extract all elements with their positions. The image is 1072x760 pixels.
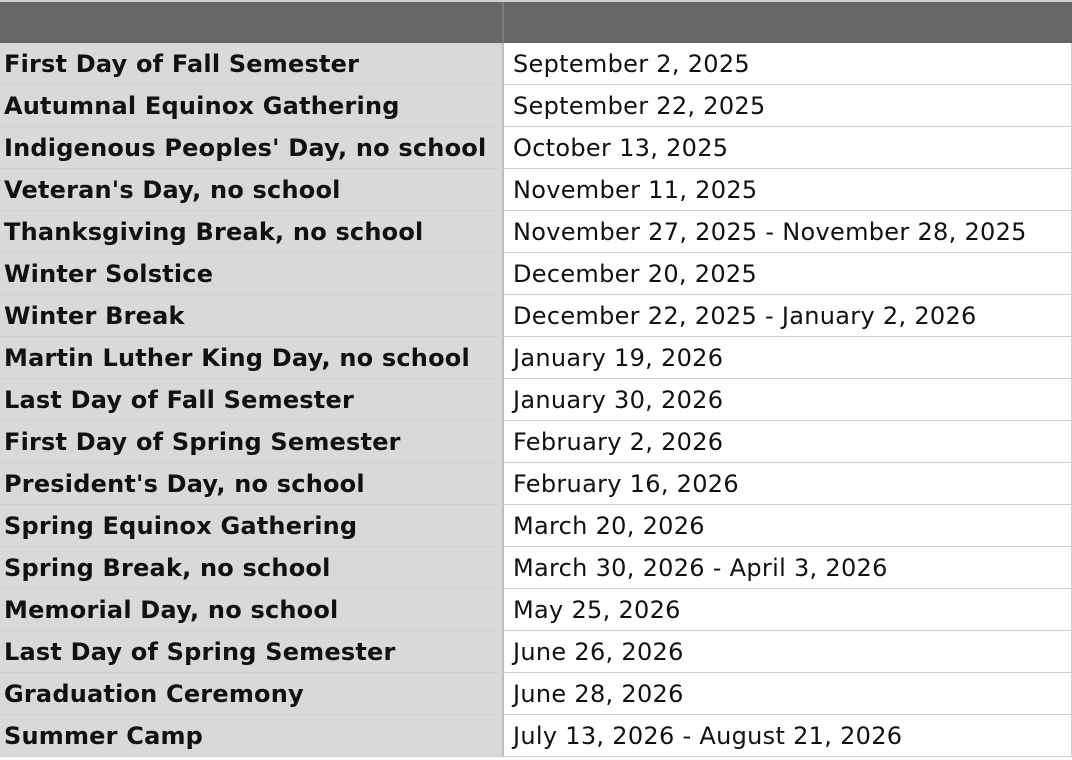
event-cell[interactable]: Veteran's Day, no school (0, 169, 504, 211)
table-body (0, 43, 1072, 757)
date-cell[interactable]: September 22, 2025 (504, 85, 1072, 127)
event-cell[interactable]: Last Day of Fall Semester (0, 379, 504, 421)
event-cell[interactable]: Graduation Ceremony (0, 673, 504, 715)
event-cell[interactable]: Thanksgiving Break, no school (0, 211, 504, 253)
table-row (0, 547, 1072, 589)
date-cell[interactable]: December 22, 2025 - January 2, 2026 (504, 295, 1072, 337)
table-row (0, 253, 1072, 295)
table-row (0, 505, 1072, 547)
table-row (0, 211, 1072, 253)
header-row (0, 0, 1072, 43)
header-cell-date[interactable] (504, 2, 1072, 43)
table-row (0, 463, 1072, 505)
date-cell[interactable]: June 28, 2026 (504, 673, 1072, 715)
event-cell[interactable]: President's Day, no school (0, 463, 504, 505)
table-row (0, 169, 1072, 211)
event-cell[interactable]: Spring Break, no school (0, 547, 504, 589)
date-cell[interactable]: February 2, 2026 (504, 421, 1072, 463)
date-cell[interactable]: May 25, 2026 (504, 589, 1072, 631)
header-cell-event[interactable] (0, 2, 504, 43)
date-cell[interactable]: November 11, 2025 (504, 169, 1072, 211)
table-row (0, 589, 1072, 631)
date-cell[interactable]: March 30, 2026 - April 3, 2026 (504, 547, 1072, 589)
date-cell[interactable]: October 13, 2025 (504, 127, 1072, 169)
date-cell[interactable]: September 2, 2025 (504, 43, 1072, 85)
table-row (0, 379, 1072, 421)
event-cell[interactable]: Martin Luther King Day, no school (0, 337, 504, 379)
date-cell[interactable]: July 13, 2026 - August 21, 2026 (504, 715, 1072, 757)
date-cell[interactable]: February 16, 2026 (504, 463, 1072, 505)
event-cell[interactable]: First Day of Fall Semester (0, 43, 504, 85)
table-row (0, 337, 1072, 379)
table-row (0, 631, 1072, 673)
date-cell[interactable]: March 20, 2026 (504, 505, 1072, 547)
date-cell[interactable]: November 27, 2025 - November 28, 2025 (504, 211, 1072, 253)
table-row (0, 295, 1072, 337)
date-cell[interactable]: December 20, 2025 (504, 253, 1072, 295)
table-row (0, 673, 1072, 715)
event-cell[interactable]: Autumnal Equinox Gathering (0, 85, 504, 127)
table-row (0, 715, 1072, 757)
event-cell[interactable]: Winter Solstice (0, 253, 504, 295)
event-cell[interactable]: Last Day of Spring Semester (0, 631, 504, 673)
event-cell[interactable]: Winter Break (0, 295, 504, 337)
event-cell[interactable]: First Day of Spring Semester (0, 421, 504, 463)
table-row (0, 127, 1072, 169)
event-cell[interactable]: Indigenous Peoples' Day, no school (0, 127, 504, 169)
table-row (0, 43, 1072, 85)
event-cell[interactable]: Summer Camp (0, 715, 504, 757)
date-cell[interactable]: June 26, 2026 (504, 631, 1072, 673)
table-row (0, 421, 1072, 463)
table-row (0, 85, 1072, 127)
date-cell[interactable]: January 30, 2026 (504, 379, 1072, 421)
event-cell[interactable]: Memorial Day, no school (0, 589, 504, 631)
event-cell[interactable]: Spring Equinox Gathering (0, 505, 504, 547)
date-cell[interactable]: January 19, 2026 (504, 337, 1072, 379)
